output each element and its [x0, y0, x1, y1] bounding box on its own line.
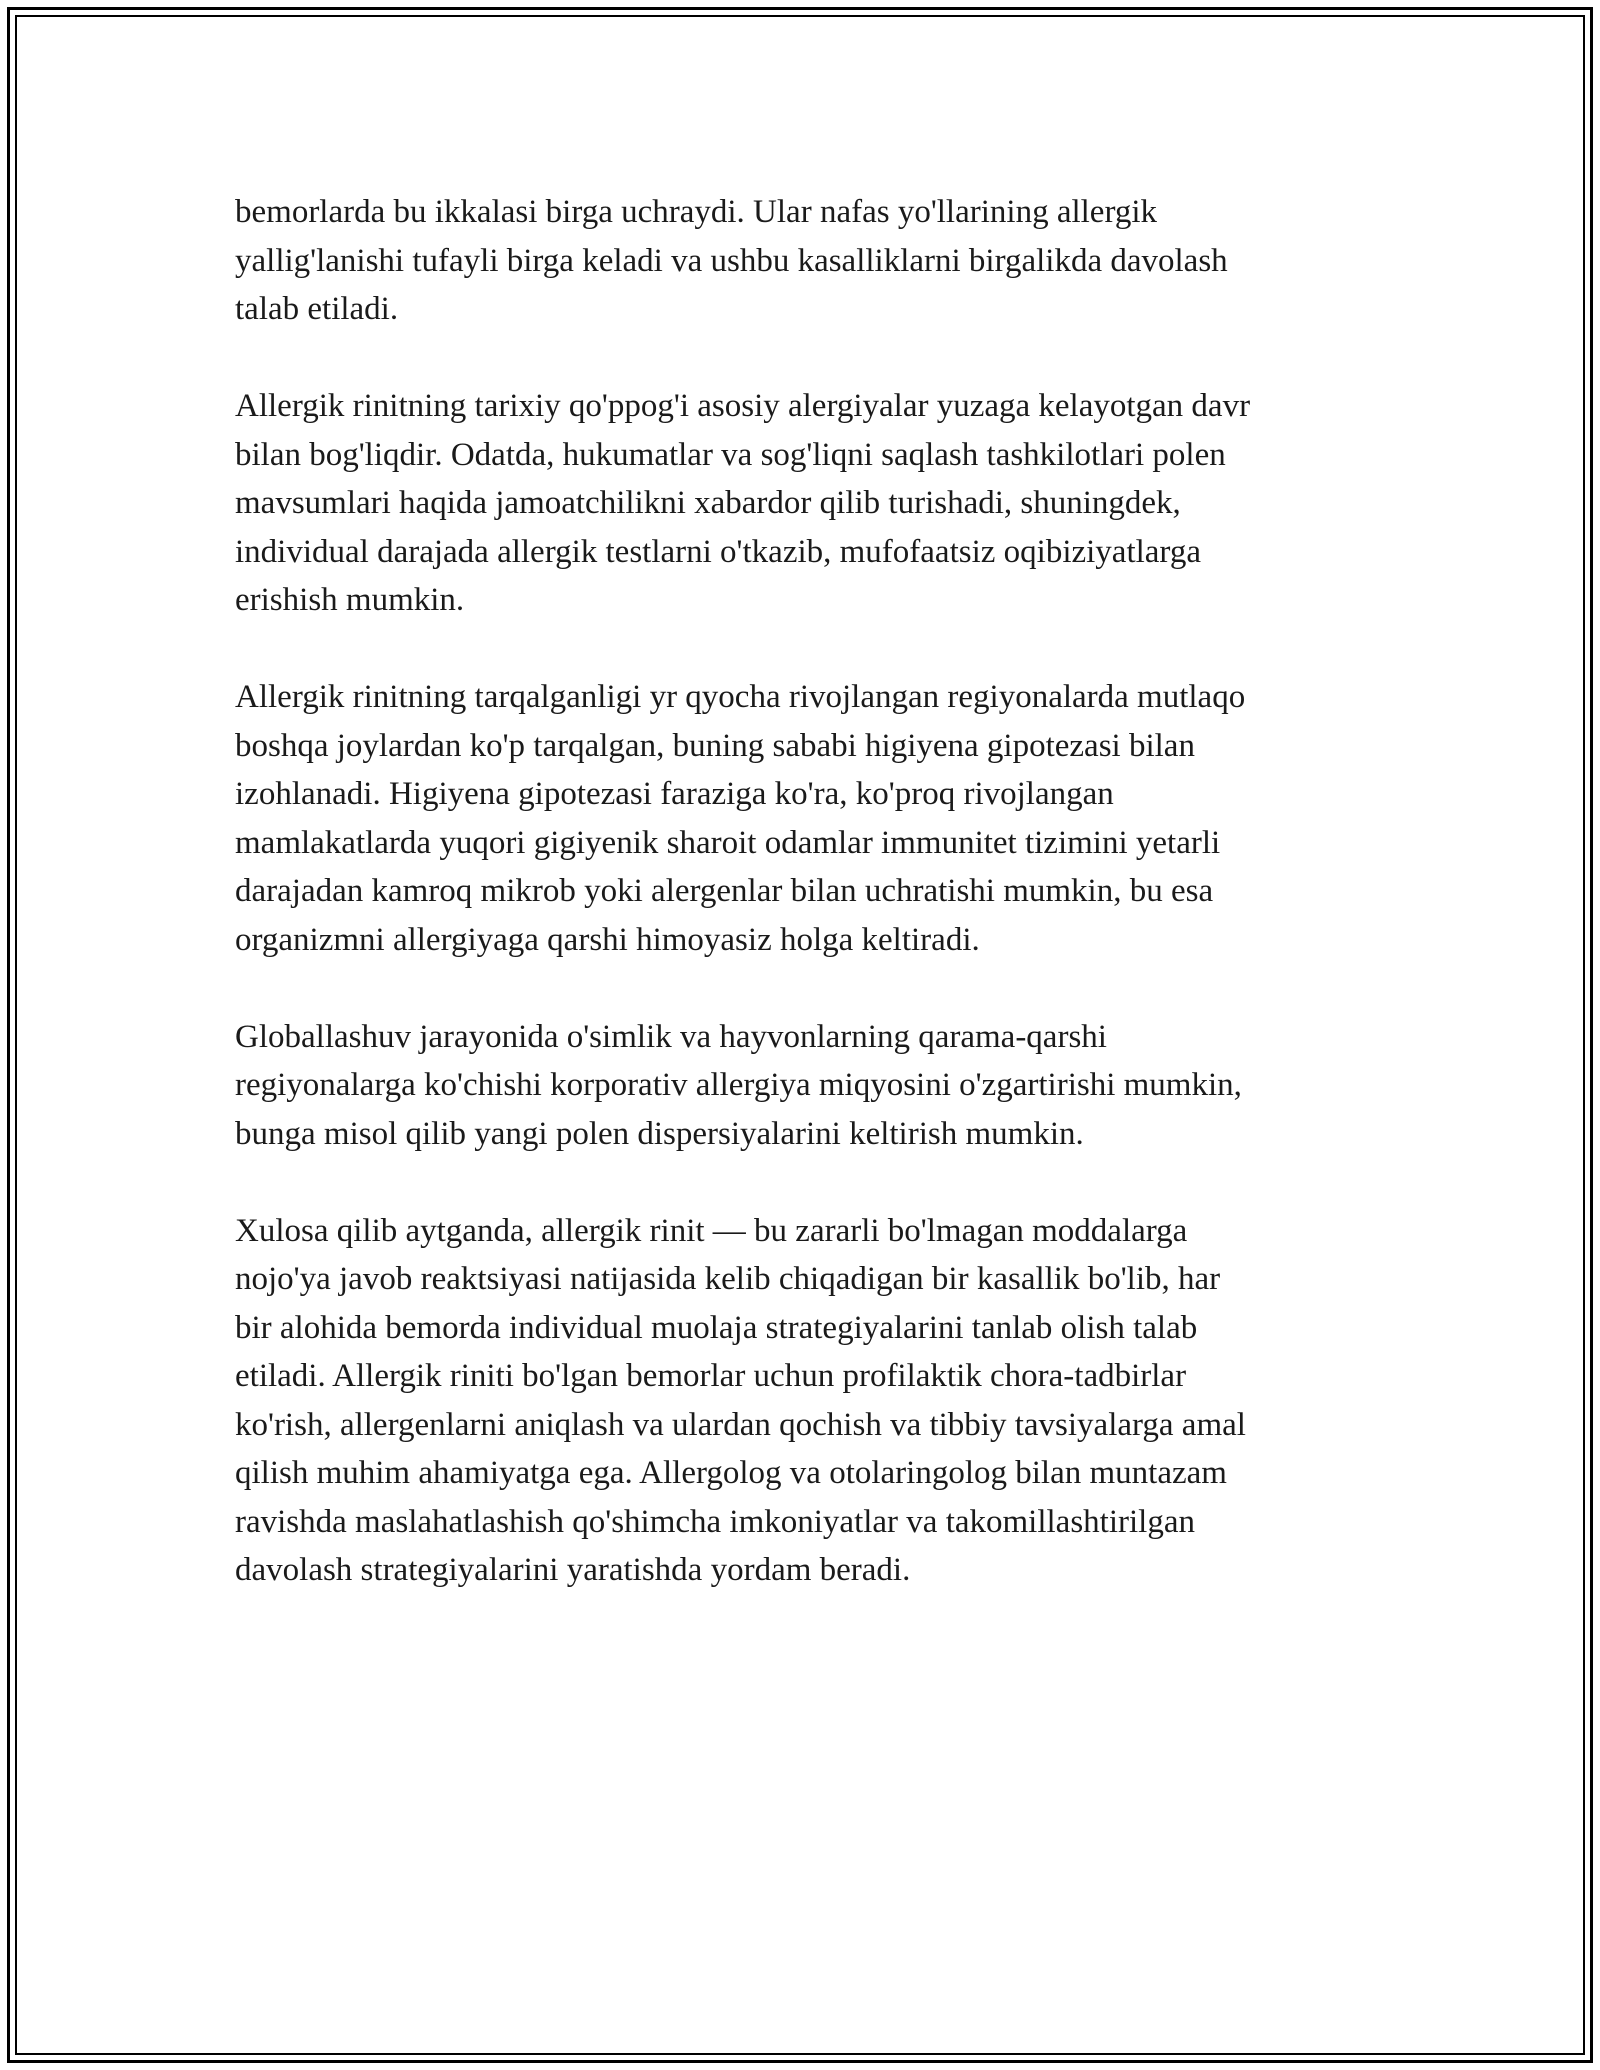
text-line: darajadan kamroq mikrob yoki alergenlar bilan uchratishi mumkin, bu esa [235, 873, 1214, 909]
text-line: bunga misol qilib yangi polen dispersiyalarini keltirish mumkin. [235, 1115, 1084, 1152]
text-line: organizmni allergiyaga qarshi himoyasiz holga keltiradi. [235, 921, 980, 958]
text-line: bemorlarda bu ikkalasi birga uchraydi. Ular nafas yo'llarining allergik [235, 194, 1158, 230]
text-line: mamlakatlarda yuqori gigiyenik sharoit odamlar immunitet tizimini yetarli [235, 824, 1221, 861]
document-body [235, 188, 1375, 1643]
text-line: davolash strategiyalarini yaratishda yordam beradi. [235, 1552, 911, 1588]
text-line: regiyonalarga ko'chishi korporativ allergiya miqyosini o'zgartirishi mumkin, [235, 1067, 1242, 1103]
paragraph-2 [235, 382, 1375, 625]
text-line: izohlanadi. Higiyena gipotezasi faraziga ko'ra, ko'proq rivojlangan [235, 776, 1114, 812]
text-line: bilan bog'liqdir. Odatda, hukumatlar va sog'liqni saqlash tashkilotlari polen [235, 436, 1226, 473]
paragraph-5 [235, 1207, 1375, 1595]
text-line: individual darajada allergik testlarni o'tkazib, mufofaatsiz oqibiziyatlarga [235, 533, 1201, 570]
text-line: mavsumlari haqida jamoatchilikni xabardor qilib turishadi, shuningdek, [235, 485, 1181, 521]
text-line: etiladi. Allergik riniti bo'lgan bemorlar uchun profilaktik chora-tadbirlar [235, 1358, 1187, 1394]
text-line: bir alohida bemorda individual muolaja strategiyalarini tanlab olish talab [235, 1309, 1198, 1346]
paragraph-1 [235, 188, 1375, 334]
text-line: erishish mumkin. [235, 582, 465, 618]
text-line: ravishda maslahatlashish qo'shimcha imkoniyatlar va takomillashtirilgan [235, 1503, 1195, 1540]
text-line: nojo'ya javob reaktsiyasi natijasida kelib chiqadigan bir kasallik bo'lib, har [235, 1261, 1221, 1297]
text-line: boshqa joylardan ko'p tarqalgan, buning sababi higiyena gipotezasi bilan [235, 727, 1195, 764]
text-line: Allergik rinitning tarqalganligi yr qyocha rivojlangan regiyonalarda mutlaqo [235, 679, 1246, 715]
text-line: qilish muhim ahamiyatga ega. Allergolog va otolaringolog bilan muntazam [235, 1455, 1227, 1491]
text-line: Globallashuv jarayonida o'simlik va hayvonlarning qarama-qarshi [235, 1018, 1107, 1055]
text-line: talab etiladi. [235, 291, 399, 327]
text-line: Allergik rinitning tarixiy qo'ppog'i asosiy alergiyalar yuzaga kelayotgan davr [235, 388, 1251, 424]
paragraph-4 [235, 1013, 1375, 1159]
paragraph-3 [235, 673, 1375, 964]
text-line: ko'rish, allergenlarni aniqlash va ulardan qochish va tibbiy tavsiyalarga amal [235, 1406, 1246, 1443]
text-line: Xulosa qilib aytganda, allergik rinit — bu zararli bo'lmagan moddalarga [235, 1212, 1188, 1249]
text-line: yallig'lanishi tufayli birga keladi va ushbu kasalliklarni birgalikda davolash [235, 242, 1228, 279]
